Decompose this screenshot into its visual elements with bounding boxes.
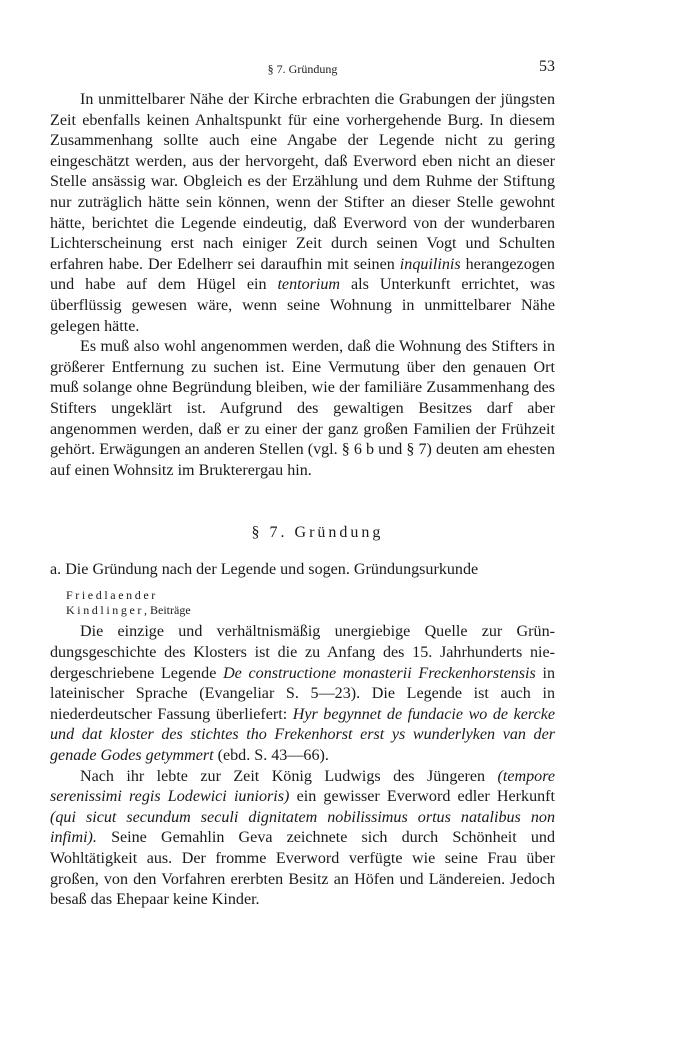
text-run: In unmittelbarer Nähe der Kirche erbrachten die Grabungen der jüngsten Zeit ebenfalls keinen Anhaltspunkt für eine vorhergehende Burg. In diesem Zusammenhang sollte auch eine Angabe der Legende nicht zu gering eingeschätzt werden, aus der hervorgeht, daß Everword eben nicht an dieser Stelle ansässig war. Obgleich es der Erzählung und dem Ruhme der Stiftung nur zuträglich hätte sein können, wenn der Stifter an dieser Stelle gewohnt hätte, berichtet die Legende eindeutig, daß Everword von der wunderbaren Lichterscheinung erst nach einiger Zeit durch seinen Vogt und Schulten erfahren habe. Der Edelherr sei daraufhin mit seinen xyxy=(50,91,555,273)
reference-author: Friedlaender xyxy=(66,588,158,603)
running-head: § 7. Gründung xyxy=(267,62,338,76)
page-number: 53 xyxy=(539,58,555,75)
page-body xyxy=(50,90,555,911)
reference-list xyxy=(66,588,555,618)
text-run: Seine Gemahlin Geva zeichnete sich durch Schönheit und Wohltätigkeit aus. Der fromme Everword verfügte wie seine Frau über großen, von den Vorfahren ererbten Besitz an Höfen und Ländereien. Jedoch besaß das Ehepaar keine Kinder. xyxy=(50,829,555,909)
italic-text: tentorium xyxy=(277,276,341,294)
paragraph xyxy=(50,337,555,481)
reference-item xyxy=(66,588,555,603)
paragraph xyxy=(50,767,555,911)
reference-detail: , Beiträge xyxy=(144,603,191,618)
paragraph xyxy=(50,90,555,337)
text-run: ein gewisser Everword edler Herkunft xyxy=(289,788,555,806)
section-title: § 7. Gründung xyxy=(251,524,384,542)
italic-text: inquilinis xyxy=(399,255,461,273)
text-run: (ebd. S. 43—66). xyxy=(213,747,329,765)
reference-item xyxy=(66,603,555,618)
text-run: herangezogen und habe auf dem Hügel ein xyxy=(50,255,555,294)
text-run: in lateinischer Sprache (Evangeliar S. 5—23). Die Legende ist auch in niederdeutscher Fassung überliefert: xyxy=(50,664,555,723)
italic-text: (tempore serenissimi regis Lodewici iunioris) xyxy=(50,767,555,806)
subheading: a. Die Gründung nach der Legende und sogen. Gründungsurkunde xyxy=(50,560,479,578)
italic-text: De constructione monasterii Freckenhorstensis xyxy=(223,664,536,682)
reference-author: Kindlinger xyxy=(66,603,144,618)
text-run: Die einzige und verhältnismäßig unergiebige Quelle zur Gründungsgeschichte des Klosters ist die zu Anfang des 15. Jahrhunderts niedergeschriebene Legende xyxy=(50,623,555,682)
text-run: als Unterkunft errichtet, was überflüssig gewesen wäre, wenn seine Wohnung in unmittelbarer Nähe gelegen hätte. xyxy=(50,276,555,335)
text-run: Nach ihr lebte zur Zeit König Ludwigs des Jüngeren xyxy=(80,767,498,785)
paragraph xyxy=(50,622,555,766)
page-header xyxy=(50,58,555,82)
italic-text: Hyr begynnet de fundacie wo de kercke und dat kloster des stichtes tho Frekenhorst erst ys wunderlyken van der genade Godes getymmert xyxy=(50,705,555,765)
text-run: Es muß also wohl angenommen werden, daß die Wohnung des Stifters in größerer Entfernung zu suchen ist. Eine Vermutung über den genauen Ort muß solange ohne Begründung bleiben, wie der familiäre Zusammenhang des Stifters ungeklärt ist. Aufgrund des gewaltigen Besitzes darf aber angenommen werden, daß er zu einer der ganz großen Familien der Frühzeit gehört. Erwägungen an anderen Stellen (vgl. § 6 b und § 7) deuten am ehesten auf einen Wohnsitz im Brukterergau hin. xyxy=(50,338,555,479)
italic-text: (qui sicut secundum seculi dignitatem nobilissimus ortus natalibus non infimi). xyxy=(50,808,555,847)
